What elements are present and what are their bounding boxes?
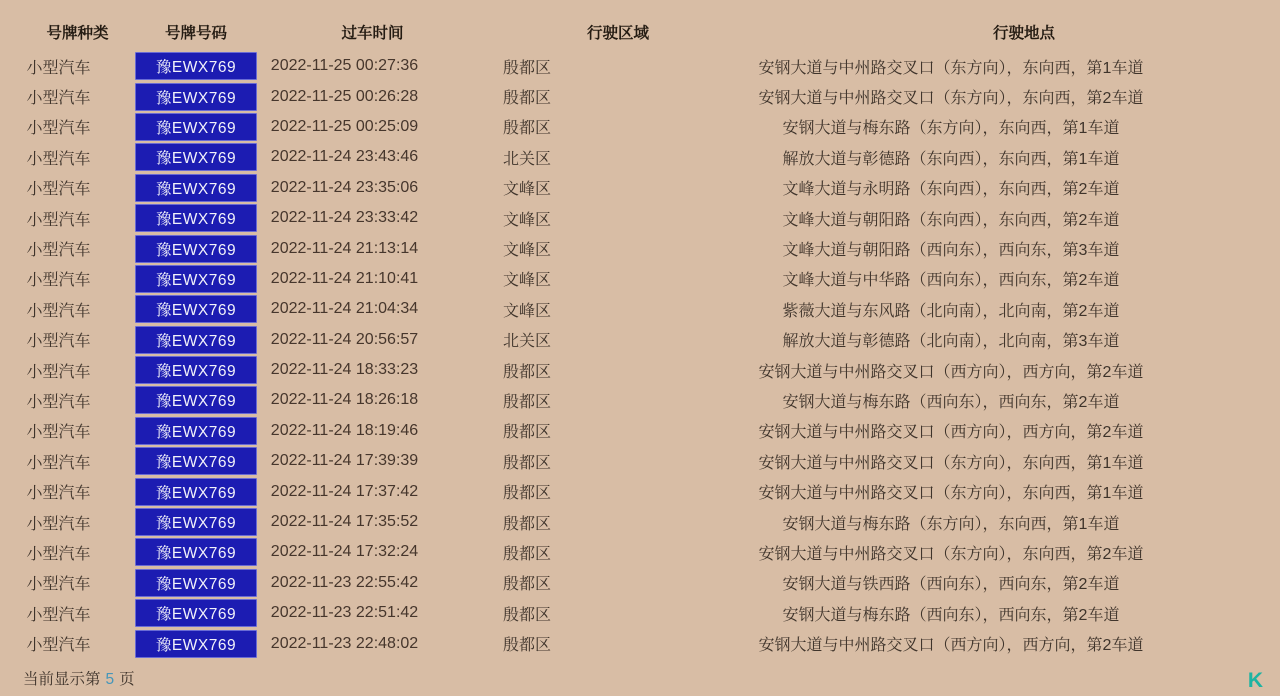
plate-number-badge: 豫EWX769 [135, 569, 257, 597]
plate-type-cell: 小型汽车 [26, 242, 91, 260]
plate-number-cell [135, 416, 257, 446]
location-cell: 文峰大道与永明路（东向西），东向西，第2车道 [782, 181, 1120, 199]
pass-time-cell: 2022-11-25 00:26:28 [270, 87, 419, 105]
plate-type-cell: 小型汽车 [26, 272, 91, 290]
pass-time-cell: 2022-11-24 17:35:52 [270, 513, 419, 531]
plate-number-badge: 豫EWX769 [135, 417, 257, 445]
pagination-suffix: 页 [119, 671, 135, 688]
district-cell: 文峰区 [502, 272, 551, 290]
table-row [0, 537, 1280, 567]
district-cell: 殷都区 [502, 363, 551, 381]
pass-time-cell: 2022-11-24 21:10:41 [270, 269, 419, 287]
plate-number-cell [135, 476, 257, 506]
pass-time-cell: 2022-11-24 17:39:39 [270, 452, 419, 470]
district-cell: 殷都区 [502, 545, 551, 563]
district-cell: 殷都区 [502, 637, 551, 655]
plate-type-cell: 小型汽车 [26, 150, 91, 168]
plate-number-badge: 豫EWX769 [135, 326, 257, 354]
location-cell: 安钢大道与梅东路（西向东），西向东，第2车道 [782, 393, 1120, 411]
district-cell: 文峰区 [502, 242, 551, 260]
district-cell: 文峰区 [502, 211, 551, 229]
table-row [0, 325, 1280, 355]
district-cell: 殷都区 [502, 576, 551, 594]
plate-number-cell [135, 142, 257, 172]
plate-type-cell: 小型汽车 [26, 333, 91, 351]
plate-number-badge: 豫EWX769 [135, 386, 257, 414]
plate-type-cell: 小型汽车 [26, 576, 91, 594]
plate-type-cell: 小型汽车 [26, 545, 91, 563]
plate-number-cell [135, 537, 257, 567]
pagination-prefix: 当前显示第 [23, 671, 101, 688]
column-header-pass-time: 过车时间 [341, 25, 404, 42]
pass-time-cell: 2022-11-24 23:35:06 [270, 178, 419, 196]
district-cell: 殷都区 [502, 454, 551, 472]
pass-time-cell: 2022-11-23 22:51:42 [270, 604, 419, 622]
pagination-status [23, 667, 135, 689]
plate-type-cell: 小型汽车 [26, 485, 91, 503]
table-row [0, 446, 1280, 476]
table-row [0, 355, 1280, 385]
plate-number-cell [135, 81, 257, 111]
location-cell: 安钢大道与中州路交叉口（东方向），东向西，第2车道 [758, 545, 1144, 563]
plate-number-cell [135, 233, 257, 263]
pass-time-cell: 2022-11-24 23:33:42 [270, 209, 419, 227]
plate-number-badge: 豫EWX769 [135, 356, 257, 384]
pass-time-cell: 2022-11-24 17:32:24 [270, 543, 419, 561]
plate-type-cell: 小型汽车 [26, 454, 91, 472]
location-cell: 解放大道与彰德路（北向南），北向南，第3车道 [782, 333, 1120, 351]
plate-type-cell: 小型汽车 [26, 181, 91, 199]
table-row [0, 112, 1280, 142]
table-row [0, 628, 1280, 658]
column-header-district: 行驶区域 [586, 25, 649, 42]
plate-type-cell: 小型汽车 [26, 424, 91, 442]
plate-number-cell [135, 325, 257, 355]
pass-time-cell: 2022-11-24 18:33:23 [270, 361, 419, 379]
plate-number-cell [135, 507, 257, 537]
plate-number-badge: 豫EWX769 [135, 143, 257, 171]
plate-type-cell: 小型汽车 [26, 90, 91, 108]
district-cell: 文峰区 [502, 181, 551, 199]
plate-type-cell: 小型汽车 [26, 606, 91, 624]
plate-type-cell: 小型汽车 [26, 393, 91, 411]
plate-number-badge: 豫EWX769 [135, 630, 257, 658]
plate-number-badge: 豫EWX769 [135, 204, 257, 232]
plate-number-cell [135, 173, 257, 203]
pass-time-cell: 2022-11-25 00:25:09 [270, 117, 419, 135]
plate-number-cell [135, 264, 257, 294]
table-row [0, 476, 1280, 506]
district-cell: 殷都区 [502, 120, 551, 138]
location-cell: 安钢大道与梅东路（东方向），东向西，第1车道 [782, 515, 1120, 533]
location-cell: 紫薇大道与东风路（北向南），北向南，第2车道 [782, 302, 1120, 320]
plate-type-cell: 小型汽车 [26, 302, 91, 320]
district-cell: 文峰区 [502, 302, 551, 320]
district-cell: 殷都区 [502, 424, 551, 442]
table-row [0, 507, 1280, 537]
location-cell: 安钢大道与中州路交叉口（西方向），西方向，第2车道 [758, 363, 1144, 381]
pass-time-cell: 2022-11-25 00:27:36 [270, 57, 419, 75]
location-cell: 解放大道与彰德路（东向西），东向西，第1车道 [782, 150, 1120, 168]
table-row [0, 233, 1280, 263]
plate-number-cell [135, 355, 257, 385]
location-cell: 安钢大道与中州路交叉口（东方向），东向西，第2车道 [758, 90, 1144, 108]
pass-time-cell: 2022-11-24 23:43:46 [270, 148, 419, 166]
pass-time-cell: 2022-11-24 21:04:34 [270, 300, 419, 318]
column-header-location: 行驶地点 [992, 25, 1055, 42]
table-row [0, 416, 1280, 446]
plate-number-cell [135, 51, 257, 81]
plate-type-cell: 小型汽车 [26, 515, 91, 533]
district-cell: 北关区 [502, 150, 551, 168]
table-row [0, 385, 1280, 415]
plate-type-cell: 小型汽车 [26, 120, 91, 138]
table-header-row [0, 0, 1280, 51]
plate-type-cell: 小型汽车 [26, 59, 91, 77]
district-cell: 殷都区 [502, 59, 551, 77]
plate-number-badge: 豫EWX769 [135, 599, 257, 627]
plate-number-badge: 豫EWX769 [135, 265, 257, 293]
plate-type-cell: 小型汽车 [26, 211, 91, 229]
location-cell: 安钢大道与梅东路（东方向），东向西，第1车道 [782, 120, 1120, 138]
pass-time-cell: 2022-11-24 20:56:57 [270, 330, 419, 348]
plate-number-cell [135, 446, 257, 476]
table-row [0, 598, 1280, 628]
district-cell: 北关区 [502, 333, 551, 351]
location-cell: 安钢大道与中州路交叉口（东方向），东向西，第1车道 [758, 59, 1144, 77]
district-cell: 殷都区 [502, 485, 551, 503]
plate-number-badge: 豫EWX769 [135, 113, 257, 141]
plate-number-badge: 豫EWX769 [135, 52, 257, 80]
location-cell: 安钢大道与中州路交叉口（西方向），西方向，第2车道 [758, 637, 1144, 655]
district-cell: 殷都区 [502, 393, 551, 411]
current-page-number: 5 [105, 671, 115, 688]
plate-number-badge: 豫EWX769 [135, 83, 257, 111]
table-row [0, 203, 1280, 233]
column-header-plate-type: 号牌种类 [46, 25, 109, 42]
plate-number-cell [135, 112, 257, 142]
table-row [0, 51, 1280, 81]
plate-number-cell [135, 203, 257, 233]
plate-type-cell: 小型汽车 [26, 363, 91, 381]
table-row [0, 173, 1280, 203]
location-cell: 安钢大道与中州路交叉口（西方向），西方向，第2车道 [758, 424, 1144, 442]
plate-number-cell [135, 568, 257, 598]
pass-time-cell: 2022-11-24 18:19:46 [270, 421, 419, 439]
table-row [0, 81, 1280, 111]
table-body [0, 51, 1280, 659]
location-cell: 安钢大道与梅东路（西向东），西向东，第2车道 [782, 606, 1120, 624]
plate-number-badge: 豫EWX769 [135, 508, 257, 536]
pass-time-cell: 2022-11-24 21:13:14 [270, 239, 419, 257]
plate-number-cell [135, 598, 257, 628]
plate-number-cell [135, 294, 257, 324]
location-cell: 安钢大道与铁西路（西向东），西向东，第2车道 [782, 576, 1120, 594]
plate-number-badge: 豫EWX769 [135, 174, 257, 202]
table-row [0, 568, 1280, 598]
plate-number-badge: 豫EWX769 [135, 295, 257, 323]
table-row [0, 264, 1280, 294]
location-cell: 安钢大道与中州路交叉口（东方向），东向西，第1车道 [758, 454, 1144, 472]
pass-time-cell: 2022-11-23 22:55:42 [270, 573, 419, 591]
plate-number-badge: 豫EWX769 [135, 447, 257, 475]
district-cell: 殷都区 [502, 515, 551, 533]
plate-number-cell [135, 385, 257, 415]
location-cell: 文峰大道与朝阳路（东向西），东向西，第2车道 [782, 211, 1120, 229]
pass-time-cell: 2022-11-24 17:37:42 [270, 482, 419, 500]
table-row [0, 142, 1280, 172]
plate-number-cell [135, 628, 257, 658]
table-row [0, 294, 1280, 324]
pass-time-cell: 2022-11-23 22:48:02 [270, 634, 419, 652]
plate-number-badge: 豫EWX769 [135, 235, 257, 263]
pass-time-cell: 2022-11-24 18:26:18 [270, 391, 419, 409]
column-header-plate-number: 号牌号码 [164, 25, 227, 42]
location-cell: 文峰大道与朝阳路（西向东），西向东，第3车道 [782, 242, 1120, 260]
watermark-k-logo: K [1247, 669, 1263, 692]
district-cell: 殷都区 [502, 606, 551, 624]
plate-type-cell: 小型汽车 [26, 637, 91, 655]
district-cell: 殷都区 [502, 90, 551, 108]
plate-number-badge: 豫EWX769 [135, 478, 257, 506]
location-cell: 安钢大道与中州路交叉口（东方向），东向西，第1车道 [758, 485, 1144, 503]
location-cell: 文峰大道与中华路（西向东），西向东，第2车道 [782, 272, 1120, 290]
plate-number-badge: 豫EWX769 [135, 538, 257, 566]
